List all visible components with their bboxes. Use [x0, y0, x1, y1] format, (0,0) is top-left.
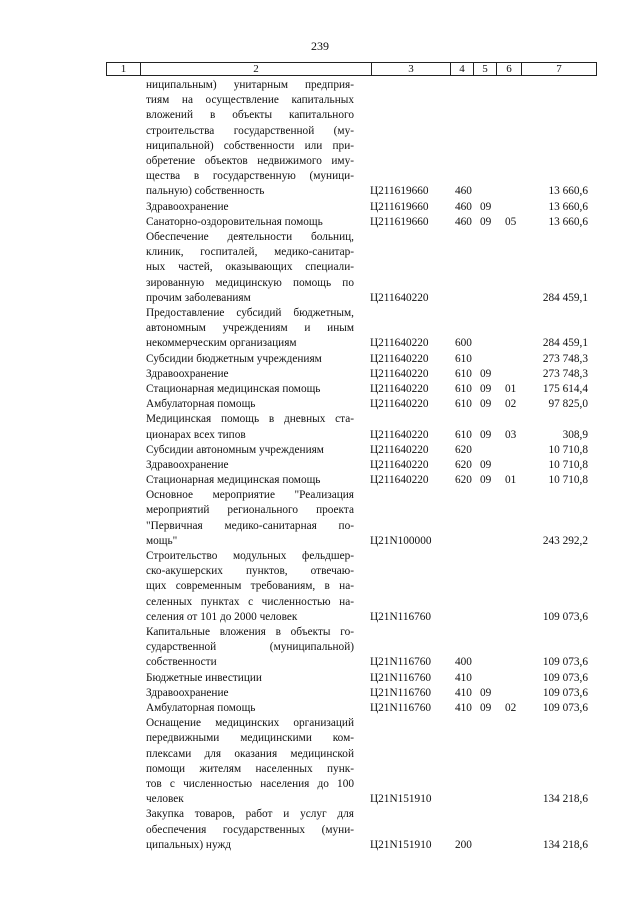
row-expense-type: 460	[455, 215, 472, 228]
description-line: Строительство модульных фельдшер-	[146, 550, 354, 563]
description-line: автономным учреждениям и иным	[146, 322, 354, 335]
header-col-4: 4	[451, 63, 474, 75]
row-expense-type: 620	[455, 458, 472, 471]
row-expense-type: 610	[455, 367, 472, 380]
row-amount: 308,9	[562, 428, 588, 441]
row-code: Ц211640220	[370, 337, 429, 350]
row-amount: 109 073,6	[542, 610, 588, 623]
table-row	[0, 443, 640, 458]
description-line: мощь"	[146, 534, 178, 547]
table-row	[0, 397, 640, 412]
description-line: Субсидии бюджетным учреждениям	[146, 352, 322, 365]
row-section: 09	[480, 215, 492, 228]
table-row	[0, 807, 640, 853]
row-code: Ц21N116760	[370, 686, 432, 699]
description-line: Предоставление субсидий бюджетным,	[146, 306, 354, 319]
row-description	[146, 352, 354, 367]
description-line: человек	[146, 793, 184, 806]
row-expense-type: 410	[455, 671, 472, 684]
row-section: 09	[480, 428, 492, 441]
header-col-6: 6	[497, 63, 522, 75]
row-description	[146, 458, 354, 473]
description-line: ционарах всех типов	[146, 428, 246, 441]
description-line: строительства государственной (му-	[146, 124, 354, 137]
row-amount: 13 660,6	[548, 185, 588, 198]
table-row	[0, 306, 640, 352]
description-line: Здравоохранение	[146, 367, 229, 380]
table-row	[0, 200, 640, 215]
row-expense-type: 610	[455, 352, 472, 365]
description-line: тов с численностью населения до 100	[146, 777, 354, 790]
row-amount: 13 660,6	[548, 215, 588, 228]
description-line: сударственной (муниципальной)	[146, 641, 354, 654]
description-line: щества в государственную (муници-	[146, 170, 354, 183]
row-code: Ц211619660	[370, 200, 429, 213]
description-line: Субсидии автономным учреждениям	[146, 443, 324, 456]
table-row	[0, 701, 640, 716]
header-col-2: 2	[141, 63, 372, 75]
row-description	[146, 306, 354, 352]
description-line: селения от 101 до 2000 человек	[146, 610, 298, 623]
description-line: Медицинская помощь в дневных ста-	[146, 413, 354, 426]
row-code: Ц21N151910	[370, 838, 432, 851]
row-description	[146, 78, 354, 200]
row-amount: 109 073,6	[542, 671, 588, 684]
description-line: обретение объектов недвижимого иму-	[146, 154, 354, 167]
description-line: "Первичная медико-санитарная по-	[146, 519, 354, 532]
row-description	[146, 397, 354, 412]
page-number: 239	[311, 39, 329, 53]
description-line: пальную) собственность	[146, 185, 265, 198]
table-row	[0, 382, 640, 397]
row-section: 09	[480, 200, 492, 213]
row-code: Ц21N151910	[370, 793, 432, 806]
description-line: Капитальные вложения в объекты го-	[146, 626, 354, 639]
row-section: 09	[480, 686, 492, 699]
row-subsection: 02	[505, 702, 517, 715]
row-subsection: 02	[505, 398, 517, 411]
row-subsection: 01	[505, 474, 517, 487]
row-code: Ц21N116760	[370, 656, 432, 669]
row-amount: 284 459,1	[542, 337, 588, 350]
description-line: вложений в объекты капитального	[146, 109, 354, 122]
row-description	[146, 215, 354, 230]
row-code: Ц211640220	[370, 291, 429, 304]
row-amount: 273 748,3	[542, 352, 588, 365]
row-description	[146, 716, 354, 807]
description-line: плексами для оказания медицинской	[146, 747, 354, 760]
row-description	[146, 412, 354, 442]
row-expense-type: 200	[455, 838, 472, 851]
row-section: 09	[480, 398, 492, 411]
description-line: Санаторно-оздоровительная помощь	[146, 215, 323, 228]
row-subsection: 03	[505, 428, 517, 441]
row-code: Ц211640220	[370, 382, 429, 395]
row-section: 09	[480, 474, 492, 487]
table-header	[106, 62, 597, 76]
row-description	[146, 686, 354, 701]
description-line: мероприятий регионального проекта	[146, 504, 354, 517]
row-expense-type: 600	[455, 337, 472, 350]
description-line: ско-акушерских пунктов, отвечаю-	[146, 565, 354, 578]
row-section: 09	[480, 458, 492, 471]
table-row	[0, 352, 640, 367]
description-line: Амбулаторная помощь	[146, 398, 256, 411]
row-amount: 284 459,1	[542, 291, 588, 304]
row-code: Ц211640220	[370, 352, 429, 365]
description-line: передвижными медицинскими ком-	[146, 732, 354, 745]
row-subsection: 05	[505, 215, 517, 228]
description-line: Обеспечение деятельности больниц,	[146, 230, 354, 243]
row-section: 09	[480, 382, 492, 395]
row-amount: 109 073,6	[542, 702, 588, 715]
table-row	[0, 215, 640, 230]
row-code: Ц211640220	[370, 367, 429, 380]
table-row	[0, 671, 640, 686]
row-description	[146, 382, 354, 397]
row-code: Ц211640220	[370, 443, 429, 456]
row-code: Ц211640220	[370, 458, 429, 471]
description-line: ниципальной) собственности или при-	[146, 139, 354, 152]
table-row	[0, 412, 640, 442]
description-line: Амбулаторная помощь	[146, 702, 256, 715]
description-line: Стационарная медицинская помощь	[146, 474, 321, 487]
row-code: Ц211619660	[370, 185, 429, 198]
description-line: Основное мероприятие "Реализация	[146, 489, 354, 502]
row-section: 09	[480, 367, 492, 380]
row-expense-type: 460	[455, 185, 472, 198]
row-expense-type: 610	[455, 428, 472, 441]
row-description	[146, 230, 354, 306]
row-expense-type: 400	[455, 656, 472, 669]
description-line: Здравоохранение	[146, 686, 229, 699]
row-expense-type: 620	[455, 443, 472, 456]
table-row	[0, 230, 640, 306]
description-line: ципальных) нужд	[146, 838, 232, 851]
row-code: Ц21N116760	[370, 671, 432, 684]
row-expense-type: 410	[455, 686, 472, 699]
description-line: зированную медицинскую помощь по	[146, 276, 354, 289]
table-row	[0, 686, 640, 701]
header-col-1: 1	[107, 63, 141, 75]
row-expense-type: 610	[455, 382, 472, 395]
row-description	[146, 473, 354, 488]
description-line: Бюджетные инвестиции	[146, 671, 262, 684]
row-description	[146, 549, 354, 625]
description-line: некоммерческим организациям	[146, 337, 297, 350]
description-line: ниципальным) унитарным предприя-	[146, 79, 354, 91]
table-row	[0, 458, 640, 473]
description-line: обеспечения государственных (муни-	[146, 823, 354, 836]
row-description	[146, 200, 354, 215]
header-col-5: 5	[474, 63, 497, 75]
row-section: 09	[480, 702, 492, 715]
row-amount: 13 660,6	[548, 200, 588, 213]
row-expense-type: 610	[455, 398, 472, 411]
table-row	[0, 716, 640, 807]
description-line: Закупка товаров, работ и услуг для	[146, 808, 354, 821]
description-line: селенных пунктах с численностью на-	[146, 595, 354, 608]
description-line: Здравоохранение	[146, 200, 229, 213]
description-line: щих современным требованиям, в на-	[146, 580, 354, 593]
table-body	[0, 78, 640, 853]
row-amount: 243 292,2	[542, 534, 588, 547]
description-line: Стационарная медицинская помощь	[146, 382, 321, 395]
row-description	[146, 701, 354, 716]
table-row	[0, 473, 640, 488]
header-col-7: 7	[556, 63, 562, 75]
table-row	[0, 488, 640, 549]
row-code: Ц21N116760	[370, 702, 432, 715]
row-code: Ц21N116760	[370, 610, 432, 623]
row-description	[146, 625, 354, 671]
row-amount: 10 710,8	[548, 443, 588, 456]
description-line: Здравоохранение	[146, 458, 229, 471]
row-expense-type: 460	[455, 200, 472, 213]
table-row	[0, 625, 640, 671]
table-row	[0, 78, 640, 200]
row-description	[146, 671, 354, 686]
row-code: Ц211619660	[370, 215, 429, 228]
description-line: клиник, госпиталей, медико-санитар-	[146, 246, 354, 259]
row-subsection: 01	[505, 382, 517, 395]
row-description	[146, 488, 354, 549]
row-code: Ц21N100000	[370, 534, 432, 547]
description-line: Оснащение медицинских организаций	[146, 717, 354, 730]
row-amount: 109 073,6	[542, 656, 588, 669]
row-amount: 10 710,8	[548, 458, 588, 471]
row-amount: 97 825,0	[548, 398, 588, 411]
description-line: прочим заболеваниям	[146, 291, 251, 304]
table-row	[0, 367, 640, 382]
row-code: Ц211640220	[370, 474, 429, 487]
row-amount: 109 073,6	[542, 686, 588, 699]
row-amount: 10 710,8	[548, 474, 588, 487]
table-row	[0, 549, 640, 625]
description-line: собственности	[146, 656, 217, 669]
row-code: Ц211640220	[370, 428, 429, 441]
row-expense-type: 620	[455, 474, 472, 487]
row-amount: 134 218,6	[542, 838, 588, 851]
description-line: ных частей, оказывающих специали-	[146, 261, 354, 274]
description-line: тиям на осуществление капитальных	[146, 94, 354, 107]
row-amount: 175 614,4	[542, 382, 588, 395]
row-description	[146, 807, 354, 853]
description-line: помощи жителям населенных пунк-	[146, 762, 354, 775]
header-col-3: 3	[372, 63, 451, 75]
row-amount: 134 218,6	[542, 793, 588, 806]
row-code: Ц211640220	[370, 398, 429, 411]
row-description	[146, 443, 354, 458]
row-expense-type: 410	[455, 702, 472, 715]
row-amount: 273 748,3	[542, 367, 588, 380]
row-description	[146, 367, 354, 382]
